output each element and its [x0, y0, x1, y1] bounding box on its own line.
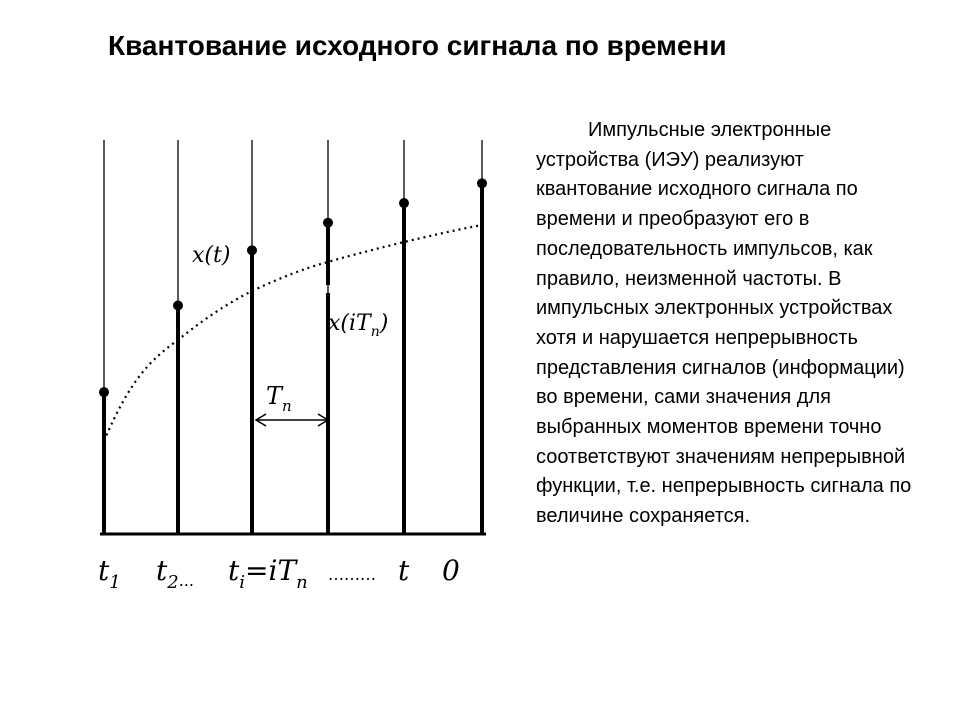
- curve-label: x(t): [192, 243, 231, 268]
- period-arrow: [256, 414, 328, 426]
- grid-lines: [104, 140, 482, 535]
- sample-dot: [247, 245, 257, 255]
- axis-label-t2: $t_2$...: [156, 554, 194, 593]
- period-label: $T_n$: [266, 382, 292, 415]
- sample-dot: [99, 387, 109, 397]
- axis-label-ti: $t_i=iT_n$: [228, 554, 308, 593]
- sample-label: $x(iT_n)$: [328, 311, 389, 340]
- axis-label-zero: 0: [442, 554, 460, 587]
- sampling-diagram: [90, 130, 500, 600]
- axis-label-t1: $t_1$: [98, 554, 121, 593]
- axis-label-dots: ………: [328, 565, 376, 584]
- axis-label-t: t: [398, 554, 410, 587]
- sample-dot: [399, 198, 409, 208]
- description-text: Импульсные электронные устройства (ИЭУ) реализуют квантование исходного сигнала по времени и преобразуют его в последовательность импульсов, как правило, неизменной частоты. В импульсных электронных устройствах хотя и нарушается непрерывность представления сигналов (информации) во времени, сами значения для выбранных моментов времени точно соответствуют значениям непрерывной функции, т.е. непрерывность сигнала по величине сохраняется.: [536, 119, 912, 528]
- signal-curve: [104, 225, 482, 441]
- sample-dot: [173, 300, 183, 310]
- sample-dot: [477, 178, 487, 188]
- sample-dot: [323, 218, 333, 228]
- slide-title: Квантование исходного сигнала по времени: [108, 30, 727, 61]
